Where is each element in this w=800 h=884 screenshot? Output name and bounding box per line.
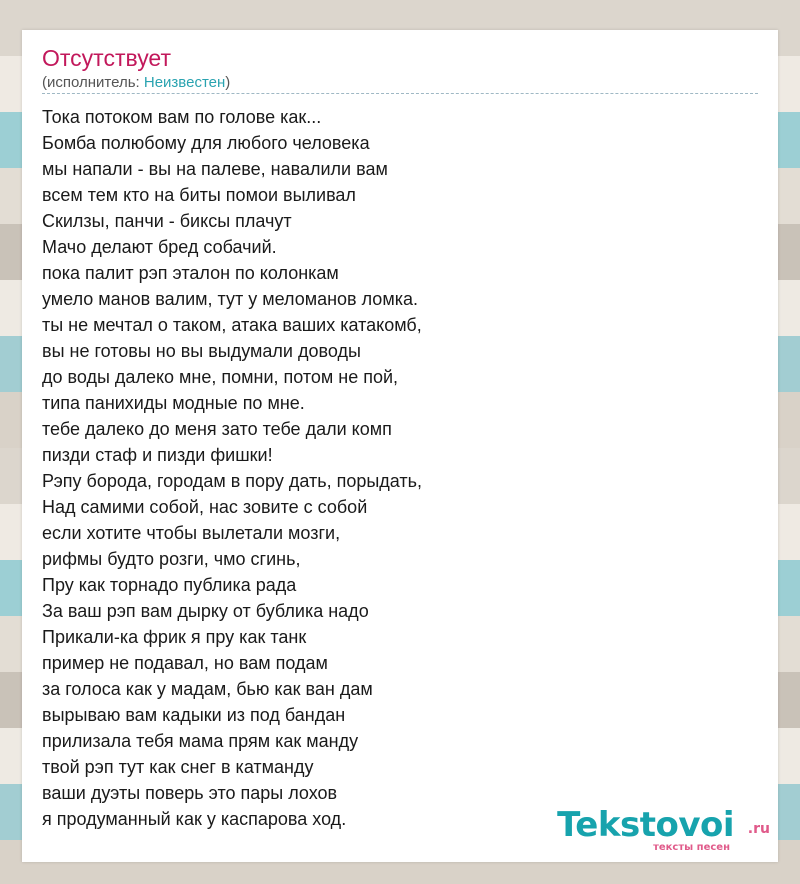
- artist-line: [42, 74, 230, 92]
- lyric-line: за голоса как у мадам, бью как ван дам: [42, 679, 373, 699]
- lyrics-text: [42, 104, 422, 832]
- song-title: Отсутствует: [42, 45, 171, 71]
- lyric-line: пока палит рэп эталон по колонкам: [42, 263, 339, 283]
- lyric-line: до воды далеко мне, помни, потом не пой,: [42, 367, 399, 387]
- lyric-line: Рэпу борода, городам в пору дать, порыдать,: [42, 471, 423, 491]
- lyric-line: вырываю вам кадыки из под бандан: [42, 705, 346, 725]
- artist-suffix: ): [225, 74, 231, 91]
- lyric-line: пример не подавал, но вам подам: [42, 653, 328, 673]
- logo-domain: .ru: [747, 821, 770, 837]
- lyric-line: Бомба полюбому для любого человека: [42, 133, 370, 153]
- lyric-line: умело манов валим, тут у меломанов ломка.: [42, 289, 418, 309]
- lyric-line: мы напали - вы на палеве, навалили вам: [42, 159, 388, 179]
- lyric-line: если хотите чтобы вылетали мозги,: [42, 523, 341, 543]
- lyric-line: Тока потоком вам по голове как...: [42, 107, 322, 127]
- artist-link[interactable]: Неизвестен: [143, 74, 226, 91]
- lyric-line: Прикали-ка фрик я пру как танк: [42, 627, 307, 647]
- logo-tagline: тексты песен: [653, 842, 730, 853]
- lyric-line: я продуманный как у каспарова ход.: [42, 809, 347, 829]
- lyric-line: пизди стаф и пизди фишки!: [42, 445, 273, 465]
- lyric-line: ты не мечтал о таком, атака ваших катакомб,: [42, 315, 422, 335]
- lyric-line: тебе далеко до меня зато тебе дали комп: [42, 419, 392, 439]
- lyric-line: ваши дуэты поверь это пары лохов: [42, 783, 338, 803]
- lyric-line: вы не готовы но вы выдумали доводы: [42, 341, 361, 361]
- artist-prefix: (исполнитель:: [42, 74, 144, 91]
- lyric-line: рифмы будто розги, чмо сгинь,: [42, 549, 301, 569]
- divider: [42, 93, 758, 94]
- lyric-line: За ваш рэп вам дырку от бублика надо: [42, 601, 369, 621]
- lyric-line: типа панихиды модные по мне.: [42, 393, 305, 413]
- lyric-line: Пру как торнадо публика рада: [42, 575, 297, 595]
- lyric-line: Над самими собой, нас зовите с собой: [42, 497, 368, 517]
- lyric-line: твой рэп тут как снег в катманду: [42, 757, 314, 777]
- lyric-line: прилизала тебя мама прям как манду: [42, 731, 359, 751]
- lyric-line: всем тем кто на биты помои выливал: [42, 185, 356, 205]
- lyric-line: Мачо делают бред собачий.: [42, 237, 277, 257]
- logo-text: Tekstovoi: [557, 805, 734, 845]
- site-logo[interactable]: [557, 805, 770, 856]
- lyric-line: Скилзы, панчи - биксы плачут: [42, 211, 292, 231]
- lyrics-card: [22, 30, 778, 862]
